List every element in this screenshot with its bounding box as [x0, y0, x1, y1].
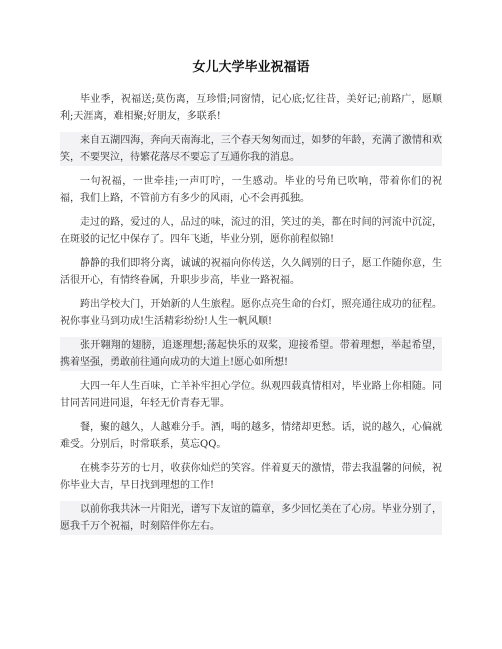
paragraph: 一句祝福，一世牵挂;一声叮咛，一生感动。毕业的号角已吹响，带着你们的祝福，我们上路，不管前方有多少的风雨，心不会再孤独。 — [60, 176, 442, 204]
paragraph: 大四一年人生百味，亡羊补牢担心学位。纵观四载真情相对，毕业路上你相随。同甘同苦同进同退，年轻无价青春无罪。 — [60, 381, 442, 409]
paragraph: 毕业季，祝福送;莫伤离，互珍惜;同窗情，记心底;忆往昔，美好记;前路广，愿顺利;天涯离，难相聚;好朋友，多联系! — [60, 94, 442, 122]
paragraph: 以前你我共沐一片阳光，谱写下友谊的篇章，多少回忆美在了心房。毕业分别了，愿我千万个祝福，时刻陪伴你左右。 — [60, 501, 442, 535]
paragraph: 走过的路，爱过的人，品过的味，流过的泪，笑过的美，都在时间的河流中沉淀，在斑驳的记忆中保存了。四年飞逝，毕业分别，愿你前程似锦! — [60, 217, 442, 245]
paragraph: 静静的我们即将分离，诚诚的祝福向你传送，久久阔别的日子，愿工作随你意，生活很开心，有情终眷属，升职步步高，毕业一路祝福。 — [60, 258, 442, 286]
paragraph: 餐，聚的越久，人越难分手。酒，喝的越多，情绪却更愁。话，说的越久，心偏就难受。分别后，时常联系，莫忘QQ。 — [60, 422, 442, 450]
paragraph: 跨出学校大门，开始新的人生旅程。愿你点亮生命的台灯，照亮通往成功的征程。祝你事业马到功成!生活精彩纷纷!人生一帆风顺! — [60, 299, 442, 327]
paragraph: 张开翱翔的翅膀，追逐理想;荡起快乐的双桨，迎接希望。带着理想，举起希望，携着坚强，勇敢前往通向成功的大道上!愿心如所想! — [60, 337, 442, 371]
paragraph: 在桃李芬芳的七月，收获你灿烂的笑容。伴着夏天的激情，带去我温馨的问候，祝你毕业大吉，早日找到理想的工作! — [60, 463, 442, 491]
document-title: 女儿大学毕业祝福语 — [192, 60, 310, 75]
paragraph: 来自五湖四海，奔向天南海北，三个春天匆匆而过，如梦的年龄，充满了激情和欢笑，不要哭泣，待繁花落尽不要忘了互通你我的消息。 — [60, 132, 442, 166]
